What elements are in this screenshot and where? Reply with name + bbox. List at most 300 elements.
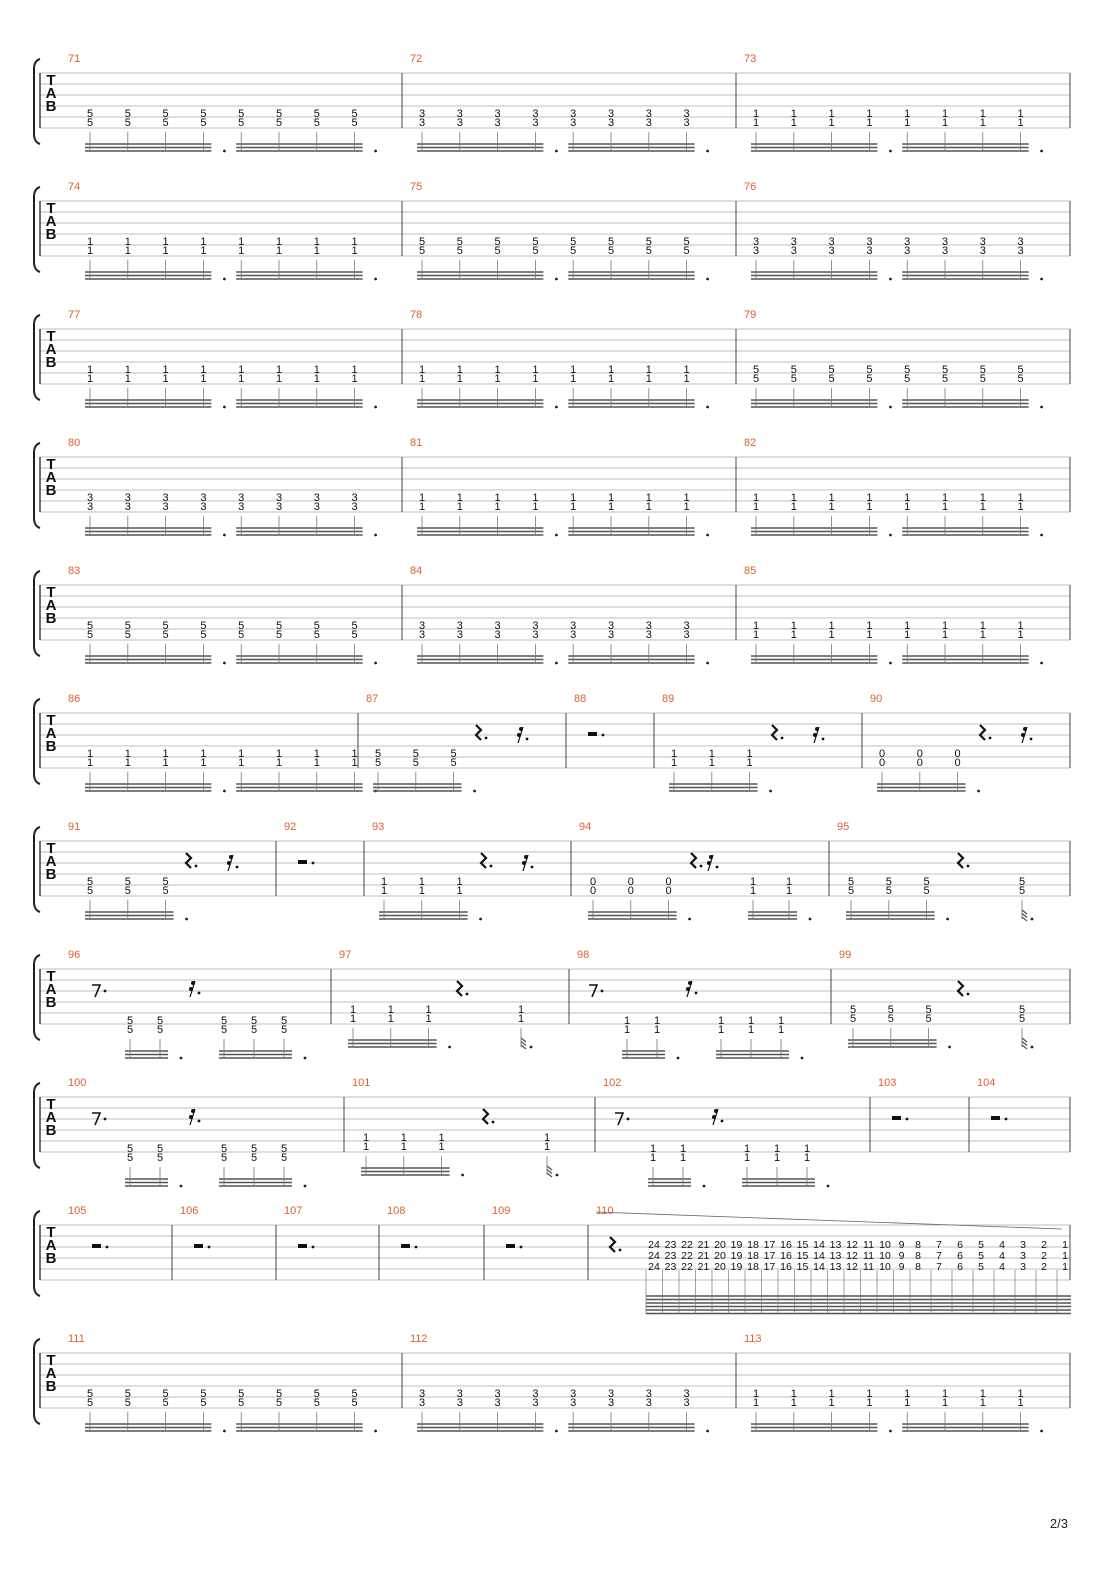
fret-number: 1	[979, 629, 986, 641]
system-bracket	[34, 827, 40, 912]
fret-number: 3	[683, 108, 690, 120]
fret-number: 8	[915, 1239, 921, 1251]
note-beam	[379, 900, 482, 920]
fret-number: 1	[418, 501, 426, 513]
note-beam	[85, 260, 226, 280]
fret-number: 9	[898, 1239, 905, 1251]
fret-number: 1	[351, 748, 358, 760]
fret-number: 1	[904, 620, 911, 632]
fret-number: 5	[275, 1397, 283, 1409]
fret-number: 1	[679, 1143, 687, 1155]
fret-number: 1	[790, 629, 797, 641]
fret-number: 3	[941, 245, 949, 257]
dot	[809, 918, 812, 921]
fret-number: 1	[124, 245, 131, 257]
fret-number: 1	[162, 245, 169, 257]
fret-number: 5	[1017, 364, 1024, 376]
quarter-rest	[958, 981, 969, 996]
tab-clef-letter: T	[46, 1096, 56, 1113]
tab-clef-letter: T	[46, 584, 56, 601]
measure-number: 84	[410, 565, 423, 577]
tab-clef-letter: T	[46, 72, 56, 89]
flagged-note	[521, 1028, 532, 1049]
fret-number: 5	[645, 245, 652, 257]
fret-number: 3	[456, 1388, 463, 1400]
fret-number: 1	[904, 117, 911, 129]
fret-number: 5	[570, 236, 577, 248]
fret-number: 14	[813, 1239, 825, 1251]
fret-number: 5	[313, 108, 320, 120]
fret-number: 1	[979, 620, 986, 632]
fret-number: 1	[124, 748, 131, 760]
fret-number: 3	[570, 1388, 577, 1400]
fret-number: 5	[280, 1152, 288, 1164]
dot	[706, 662, 709, 665]
fret-number: 5	[162, 1397, 169, 1409]
note-beam	[236, 132, 377, 152]
fret-number: 5	[126, 1015, 134, 1027]
fret-number: 1	[708, 757, 715, 769]
measure-number: 96	[68, 949, 81, 961]
quarter-rest	[958, 853, 969, 868]
fret-number: 2	[1041, 1250, 1047, 1262]
fret-number: 3	[494, 629, 501, 641]
fret-number: 5	[238, 117, 245, 129]
fret-number: 3	[162, 501, 169, 513]
fret-number: 1	[543, 1132, 551, 1144]
fret-number: 5	[1018, 1013, 1026, 1025]
fret-number: 3	[124, 492, 131, 504]
fret-number: 1	[200, 364, 207, 376]
fret-number: 3	[866, 236, 873, 248]
fret-number: 3	[683, 1397, 690, 1409]
note-beam	[417, 132, 558, 152]
fret-number: 1	[124, 364, 131, 376]
tab-clef-letter: A	[45, 597, 57, 614]
fret-number: 3	[904, 236, 911, 248]
fret-number: 1	[1017, 629, 1024, 641]
fret-number: 3	[1017, 245, 1024, 257]
measure-number: 82	[744, 437, 757, 449]
fret-number: 1	[607, 501, 615, 513]
fret-number: 5	[124, 108, 131, 120]
fret-number: 1	[941, 1388, 949, 1400]
dot	[374, 406, 377, 409]
fret-number: 3	[494, 108, 501, 120]
fret-number: 5	[275, 620, 283, 632]
fret-number: 3	[570, 117, 577, 129]
fret-number: 5	[450, 757, 457, 769]
fret-number: 1	[717, 1015, 725, 1027]
fret-number: 5	[200, 1397, 207, 1409]
fret-number: 1	[941, 1397, 949, 1409]
fret-number: 1	[438, 1141, 445, 1153]
fret-number: 5	[220, 1152, 228, 1164]
fret-number: 5	[162, 885, 169, 897]
measure-number: 92	[284, 821, 297, 833]
tab-clef-letter: B	[45, 226, 57, 243]
measure-number: 78	[410, 309, 423, 321]
measure-number: 91	[68, 821, 81, 833]
fret-number: 1	[752, 492, 760, 504]
fret-number: 22	[681, 1261, 693, 1273]
note-beam	[902, 260, 1043, 280]
fret-number: 1	[866, 1397, 873, 1409]
fret-number: 1	[941, 117, 949, 129]
dot	[448, 1046, 451, 1049]
fret-number: 0	[878, 757, 886, 769]
measure-number: 83	[68, 565, 81, 577]
dot	[889, 150, 892, 153]
fret-number: 5	[162, 620, 169, 632]
fret-number: 1	[351, 373, 358, 385]
tab-system	[34, 699, 1070, 784]
fret-number: 1	[828, 501, 835, 513]
dot	[1040, 662, 1043, 665]
fret-number: 19	[730, 1250, 743, 1262]
fret-number: 3	[494, 620, 501, 632]
measure-number: 110	[596, 1205, 614, 1217]
fret-number: 1	[1017, 620, 1024, 632]
measure-number: 111	[68, 1333, 85, 1345]
fret-number: 1	[238, 236, 245, 248]
fret-number: 5	[250, 1143, 258, 1155]
fret-number: 1	[162, 748, 169, 760]
fret-number: 0	[627, 876, 634, 888]
note-beam	[902, 388, 1043, 408]
tab-system	[34, 443, 1070, 528]
dot	[555, 662, 558, 665]
quarter-rest	[476, 725, 487, 740]
fret-number: 1	[532, 492, 539, 504]
fret-number: 3	[86, 501, 94, 513]
fret-number: 3	[456, 620, 463, 632]
fret-number: 5	[126, 1024, 134, 1036]
fret-number: 5	[124, 629, 131, 641]
fret-number: 1	[200, 236, 207, 248]
fret-number: 1	[543, 1141, 551, 1153]
note-beam	[877, 772, 980, 792]
half-rest	[991, 1116, 1007, 1120]
fret-number: 1	[1062, 1239, 1068, 1251]
dot	[223, 534, 226, 537]
fret-number: 5	[124, 885, 131, 897]
fret-number: 17	[763, 1250, 776, 1262]
half-rest	[194, 1244, 210, 1248]
fret-number: 1	[904, 1388, 911, 1400]
fret-number: 1	[86, 757, 94, 769]
fret-number: 1	[456, 501, 463, 513]
quarter-rest	[980, 725, 991, 740]
fret-number: 5	[1018, 1004, 1026, 1016]
fret-number: 1	[777, 1015, 785, 1027]
dot	[555, 150, 558, 153]
fret-number: 5	[645, 236, 652, 248]
fret-number: 1	[351, 236, 358, 248]
fret-number: 1	[607, 373, 615, 385]
fret-number: 5	[313, 1397, 320, 1409]
fret-number: 23	[664, 1239, 677, 1251]
measure-number: 99	[839, 949, 852, 961]
fret-number: 5	[847, 885, 855, 897]
tab-clef-letter: T	[46, 1352, 56, 1369]
fret-number: 5	[126, 1152, 134, 1164]
measure-number: 87	[366, 693, 379, 705]
system-bracket	[34, 443, 40, 528]
fret-number: 16	[780, 1261, 792, 1273]
fret-number: 5	[250, 1024, 258, 1036]
fret-number: 1	[752, 1388, 760, 1400]
dot	[374, 534, 377, 537]
fret-number: 1	[790, 117, 797, 129]
fret-number: 1	[828, 1397, 835, 1409]
fret-number: 24	[648, 1261, 660, 1273]
tab-system	[34, 827, 1070, 912]
dot	[1040, 1430, 1043, 1433]
note-beam	[236, 772, 377, 792]
fret-number: 1	[456, 373, 463, 385]
dot	[827, 1185, 830, 1188]
fret-number: 18	[747, 1261, 759, 1273]
fret-number: 1	[387, 1004, 394, 1016]
dot	[889, 278, 892, 281]
sixteenth-rest	[712, 1109, 723, 1125]
fret-number: 3	[607, 1397, 615, 1409]
fret-number: 1	[941, 108, 949, 120]
tab-clef-letter: B	[45, 1122, 57, 1139]
fret-number: 9	[898, 1250, 905, 1262]
fret-number: 1	[752, 501, 760, 513]
fret-number: 1	[275, 373, 283, 385]
measure-number: 71	[68, 53, 81, 65]
fret-number: 1	[785, 885, 793, 897]
fret-number: 1	[790, 492, 797, 504]
fret-number: 1	[866, 1388, 873, 1400]
fret-number: 1	[645, 501, 652, 513]
fret-number: 12	[846, 1250, 858, 1262]
fret-number: 1	[86, 364, 94, 376]
fret-number: 5	[978, 1261, 984, 1273]
fret-number: 13	[829, 1261, 842, 1273]
fret-number: 3	[494, 117, 501, 129]
fret-number: 3	[645, 1388, 652, 1400]
fret-number: 1	[275, 757, 283, 769]
fret-number: 1	[456, 492, 463, 504]
half-rest	[401, 1244, 417, 1248]
fret-number: 5	[238, 108, 245, 120]
fret-number: 5	[1017, 373, 1024, 385]
fret-number: 1	[124, 373, 131, 385]
dot	[706, 278, 709, 281]
dot	[688, 918, 691, 921]
fret-number: 5	[570, 245, 577, 257]
fret-number: 3	[200, 501, 207, 513]
fret-number: 1	[790, 108, 797, 120]
fret-number: 0	[589, 876, 597, 888]
flagged-note	[1022, 900, 1033, 921]
fret-number: 1	[200, 373, 207, 385]
tab-system	[34, 1339, 1070, 1424]
fret-number: 1	[941, 501, 949, 513]
dot	[555, 406, 558, 409]
fret-number: 5	[351, 108, 358, 120]
flagged-note	[547, 1156, 558, 1177]
fret-number: 5	[313, 117, 320, 129]
dot	[223, 790, 226, 793]
dot	[889, 534, 892, 537]
fret-number: 3	[418, 1397, 426, 1409]
fret-number: 3	[456, 1397, 463, 1409]
fret-number: 0	[878, 748, 886, 760]
fret-number: 15	[796, 1250, 809, 1262]
fret-number: 5	[683, 245, 690, 257]
fret-number: 5	[790, 364, 797, 376]
fret-number: 5	[904, 373, 911, 385]
dot	[677, 1057, 680, 1060]
fret-number: 1	[828, 629, 835, 641]
fret-number: 1	[418, 373, 426, 385]
note-beam	[125, 1039, 182, 1059]
fret-number: 3	[645, 108, 652, 120]
fret-number: 5	[790, 373, 797, 385]
fret-number: 5	[220, 1015, 228, 1027]
fret-number: 5	[979, 373, 986, 385]
fret-number: 1	[418, 876, 425, 888]
note-beam	[568, 388, 709, 408]
fret-number: 1	[238, 245, 245, 257]
fret-number: 1	[828, 1388, 835, 1400]
fret-number: 5	[847, 876, 855, 888]
fret-number: 1	[400, 1141, 407, 1153]
sixteenth-rest	[189, 981, 200, 997]
dot	[223, 662, 226, 665]
fret-number: 6	[957, 1250, 963, 1262]
dot	[180, 1057, 183, 1060]
fret-number: 1	[275, 364, 283, 376]
fret-number: 11	[863, 1250, 874, 1262]
fret-number: 5	[351, 1397, 358, 1409]
fret-number: 13	[829, 1239, 842, 1251]
fret-number: 1	[679, 1152, 687, 1164]
dot	[374, 150, 377, 153]
measure-number: 72	[410, 53, 423, 65]
fret-number: 1	[904, 108, 911, 120]
fret-number: 5	[250, 1015, 258, 1027]
fret-number: 1	[941, 620, 949, 632]
fret-number: 1	[866, 620, 873, 632]
note-beam	[417, 516, 558, 536]
note-beam	[236, 388, 377, 408]
measure-number: 108	[387, 1205, 406, 1217]
fret-number: 1	[570, 364, 577, 376]
tab-clef-letter: A	[45, 1365, 57, 1382]
fret-number: 1	[904, 1397, 911, 1409]
fret-number: 13	[829, 1250, 842, 1262]
measure-number: 98	[577, 949, 590, 961]
fret-number: 1	[418, 364, 426, 376]
fret-number: 5	[200, 108, 207, 120]
note-beam	[742, 1167, 829, 1187]
fret-number: 1	[607, 364, 615, 376]
fret-number: 5	[456, 245, 463, 257]
dot	[374, 278, 377, 281]
fret-number: 3	[418, 117, 426, 129]
fret-number: 1	[866, 492, 873, 504]
half-rest	[298, 860, 314, 864]
fret-number: 1	[162, 757, 169, 769]
measure-number: 105	[68, 1205, 87, 1217]
fret-number: 1	[828, 108, 835, 120]
fret-number: 3	[570, 1397, 577, 1409]
fret-number: 3	[683, 1388, 690, 1400]
slide-line	[596, 1212, 1062, 1229]
fret-number: 0	[916, 757, 923, 769]
fret-number: 5	[978, 1250, 984, 1262]
fret-number: 5	[456, 236, 463, 248]
fret-number: 3	[607, 108, 615, 120]
fret-number: 3	[124, 501, 131, 513]
measure-number: 80	[68, 437, 81, 449]
fret-number: 1	[200, 245, 207, 257]
fret-number: 5	[866, 364, 873, 376]
note-beam	[748, 900, 811, 920]
fret-number: 11	[863, 1261, 874, 1273]
fret-number: 5	[351, 629, 358, 641]
fret-number: 5	[752, 364, 760, 376]
fret-number: 22	[681, 1239, 693, 1251]
fret-number: 1	[494, 501, 501, 513]
fret-number: 1	[1062, 1250, 1068, 1262]
note-beam	[417, 388, 558, 408]
fret-number: 5	[752, 373, 760, 385]
note-beam	[716, 1039, 803, 1059]
fret-number: 1	[362, 1132, 370, 1144]
fret-number: 1	[752, 1397, 760, 1409]
dot	[223, 278, 226, 281]
fret-number: 1	[645, 373, 652, 385]
fret-number: 8	[915, 1250, 921, 1262]
fret-number: 1	[418, 492, 426, 504]
fret-number: 1	[349, 1004, 357, 1016]
dot	[223, 406, 226, 409]
dot	[1040, 406, 1043, 409]
fret-number: 17	[763, 1239, 776, 1251]
measure-number: 109	[492, 1205, 511, 1217]
fret-number: 5	[418, 236, 426, 248]
fret-number: 21	[697, 1239, 710, 1251]
fret-number: 5	[275, 108, 283, 120]
fret-number: 7	[936, 1261, 942, 1273]
fret-number: 5	[162, 117, 169, 129]
fret-number: 5	[607, 236, 615, 248]
fret-number: 3	[645, 1397, 652, 1409]
system-bracket	[34, 59, 40, 144]
fret-number: 5	[1018, 885, 1026, 897]
fret-number: 1	[351, 364, 358, 376]
fret-number: 22	[681, 1250, 693, 1262]
fret-number: 1	[747, 1015, 755, 1027]
fret-number: 1	[743, 1143, 751, 1155]
measure-number: 81	[410, 437, 423, 449]
dot	[801, 1057, 804, 1060]
fret-number: 1	[790, 1388, 797, 1400]
fret-number: 1	[904, 501, 911, 513]
fret-number: 0	[627, 885, 634, 897]
fret-number: 1	[124, 757, 131, 769]
fret-number: 5	[979, 364, 986, 376]
quarter-rest	[610, 1237, 621, 1252]
note-beam	[902, 516, 1043, 536]
